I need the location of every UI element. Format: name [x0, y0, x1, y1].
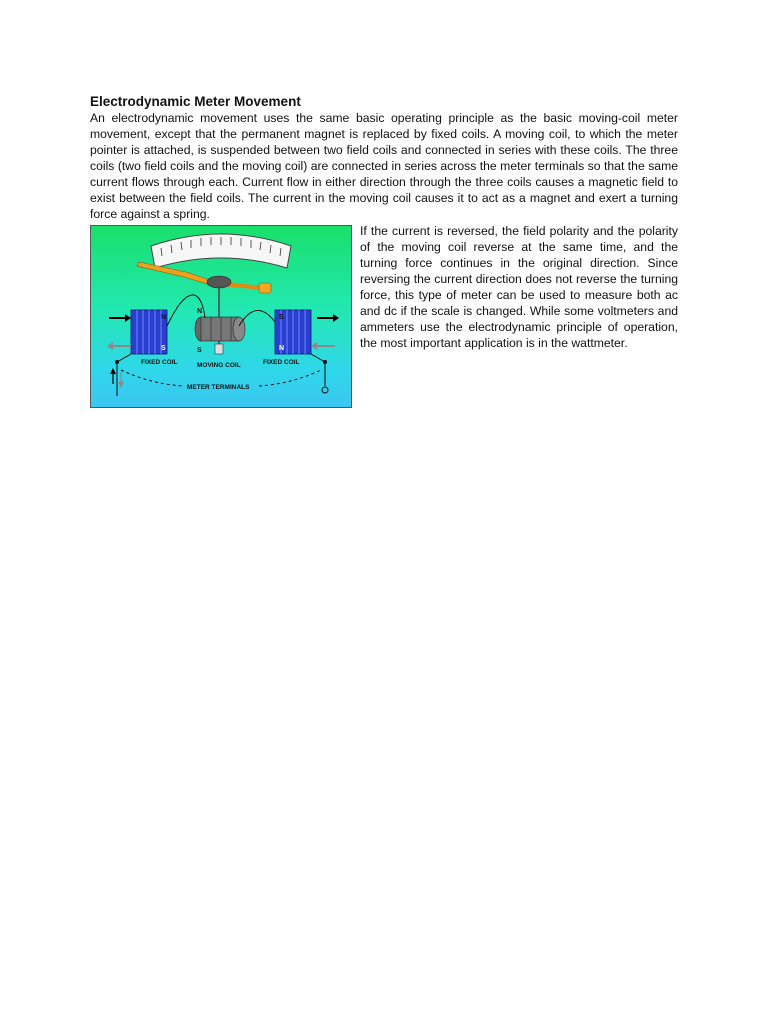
wire-right-terminal [311, 354, 325, 386]
paragraph-intro: An electrodynamic movement uses the same basic operating principle as the basic moving-coil meter movement, except that the permanent magnet is replaced by fixed coils. A moving coil, to which the meter pointer is attached, is suspended between two field coils and connected in series with these coils. The three coils (two field coils and the moving coil) are connected in series across the meter terminals so that the same current flows through each. Current flow in either direction through the three coils causes a magnetic field to exist between the field coils. The current in the moving coil causes it to act as a magnet and exert a turning force against a spring. [90, 111, 678, 221]
terminals-dash-left [121, 370, 183, 386]
label-meter-terminals: METER TERMINALS [187, 384, 250, 391]
pole-s-moving: S [197, 347, 202, 354]
diagram-svg [91, 226, 351, 407]
pole-n-moving: N [197, 308, 203, 315]
flux-arrows-right [311, 314, 339, 350]
flux-arrows-left [107, 314, 131, 350]
wire-left-terminal [117, 354, 131, 396]
terminals-dash-right [259, 370, 321, 386]
pole-n-right: N [279, 345, 285, 352]
terminal-right [322, 387, 328, 393]
document-title: Electrodynamic Meter Movement [90, 94, 301, 109]
pole-s-left: S [161, 345, 166, 352]
paragraph-reversal: If the current is reversed, the field polarity and the polarity of the moving coil reverse at the same time, and the turning force continues in the original direction. Since reversing the current direction does not reverse the turning force, this type of meter can be used to measure both ac and dc if the scale is changed. While some voltmeters and ammeters use the electrodynamic principle of operation, the most important application is in the wattmeter. [360, 224, 678, 350]
pole-s-right: S [279, 314, 284, 321]
moving-coil [195, 317, 245, 341]
counterweight [259, 283, 271, 293]
label-moving-coil: MOVING COIL [197, 362, 241, 369]
label-fixed-coil-left: FIXED COIL [141, 359, 178, 366]
electrodynamic-movement-diagram [90, 225, 352, 408]
meter-pointer [137, 262, 216, 286]
pole-n-left: N [161, 314, 167, 321]
shaft-base [215, 344, 223, 354]
figure-row [90, 223, 678, 413]
document-page [90, 94, 678, 413]
label-fixed-coil-right: FIXED COIL [263, 359, 300, 366]
